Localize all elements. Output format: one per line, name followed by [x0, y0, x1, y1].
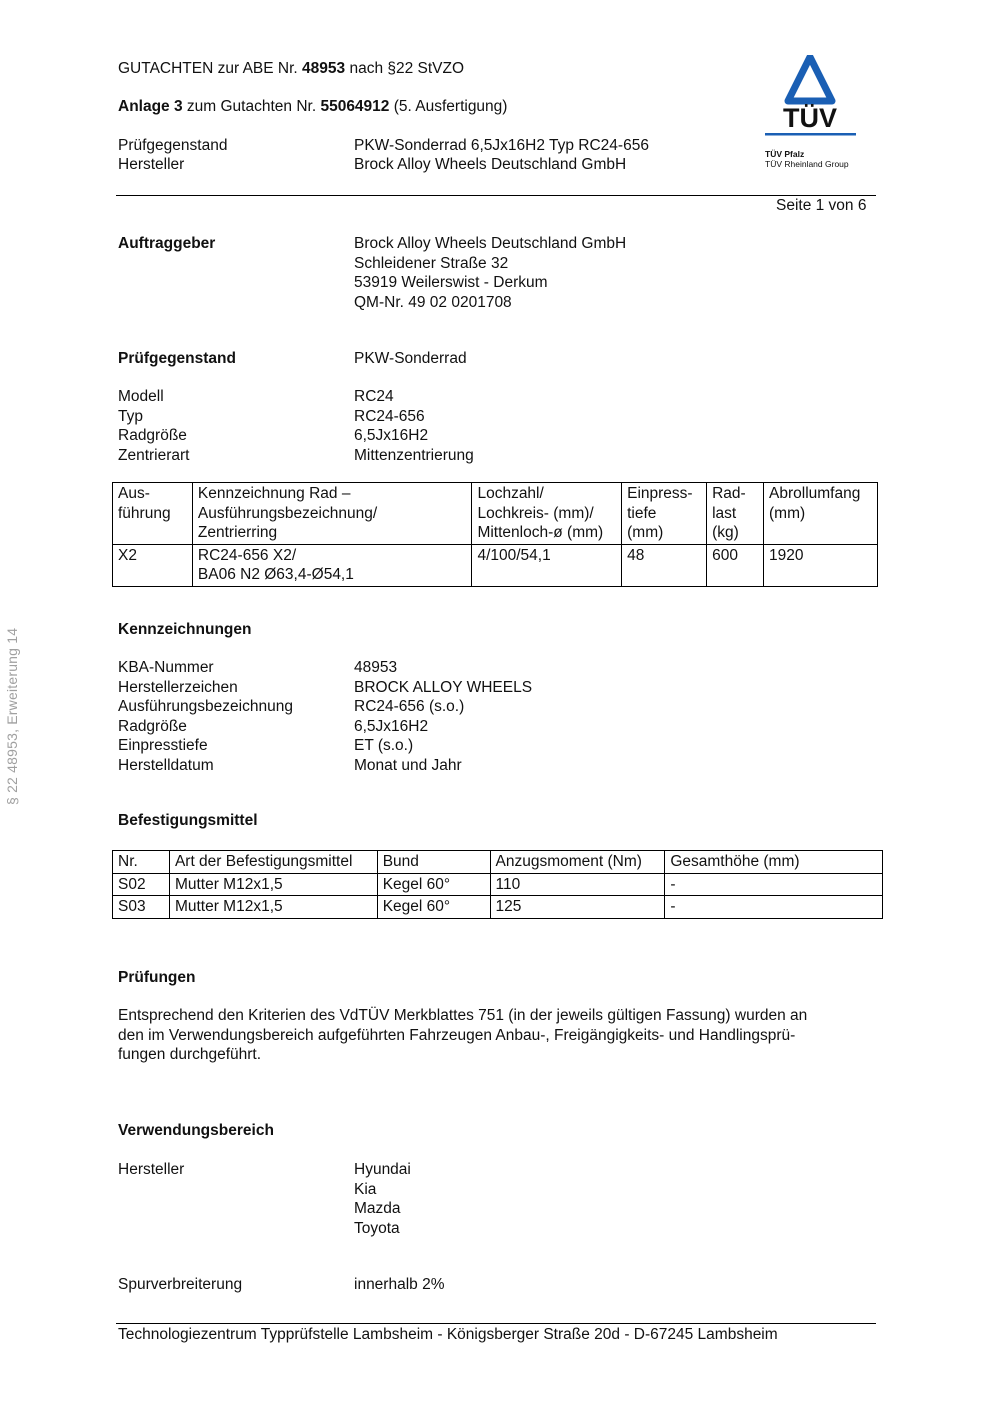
- logo-brand: TÜV: [783, 103, 837, 133]
- table-cell: 110: [490, 873, 665, 896]
- logo-sub2: TÜV Rheinland Group: [765, 159, 849, 169]
- table-cell: 1920: [764, 544, 878, 586]
- fastener-table: [112, 850, 883, 919]
- header-subject-value: PKW-Sonderrad 6,5Jx16H2 Typ RC24-656: [354, 137, 649, 154]
- table-row: [113, 873, 883, 896]
- track-widening-label: Spurverbreiterung: [118, 1276, 243, 1293]
- table-cell: 125: [490, 896, 665, 919]
- header-cell: Anzugsmoment (Nm): [490, 851, 665, 874]
- header-cell: Kennzeichnung Rad – Ausführungsbezeichnung/ Zentrierring: [192, 483, 472, 545]
- list-item: Toyota: [354, 1219, 400, 1237]
- subject-keys: Modell Typ Radgröße Zentrierart: [118, 388, 190, 464]
- table-cell: -: [665, 896, 883, 919]
- wheel-table-header: [113, 483, 878, 545]
- markings-keys: KBA-Nummer Herstellerzeichen Ausführungsbezeichnung Radgröße Einpresstiefe Herstelldatum: [118, 659, 293, 774]
- scope-manufacturer-list: [354, 1160, 411, 1238]
- header-divider: [116, 195, 876, 196]
- header-cell: Einpress- tiefe (mm): [622, 483, 707, 545]
- table-cell: RC24-656 X2/ BA06 N2 Ø63,4-Ø54,1: [192, 544, 472, 586]
- header-cell: Nr.: [113, 851, 170, 874]
- subject-heading: Prüfgegenstand: [118, 350, 236, 367]
- list-item: Kia: [354, 1180, 377, 1198]
- footer-divider: [116, 1323, 876, 1324]
- fastener-heading: Befestigungsmittel: [118, 812, 258, 829]
- track-widening-value: innerhalb 2%: [354, 1276, 445, 1293]
- subject-value: PKW-Sonderrad: [354, 350, 467, 367]
- page-number: Seite 1 von 6: [776, 197, 867, 214]
- table-cell: S03: [113, 896, 170, 919]
- header-cell: Rad- last (kg): [707, 483, 764, 545]
- table-cell: 600: [707, 544, 764, 586]
- table-cell: -: [665, 873, 883, 896]
- sidebar-reference: § 22 48953, Erweiterung 14: [4, 627, 20, 805]
- client-address: Brock Alloy Wheels Deutschland GmbH Schleidener Straße 32 53919 Weilerswist - Derkum QM-Nr. 49 02 0201708: [354, 235, 627, 311]
- report-title: GUTACHTEN zur ABE Nr. 48953 nach §22 StVZO: [118, 60, 465, 77]
- table-cell: 4/100/54,1: [472, 544, 622, 586]
- header-manufacturer-value: Brock Alloy Wheels Deutschland GmbH: [354, 156, 627, 173]
- logo-sub1: TÜV Pfalz: [765, 149, 805, 159]
- table-cell: Mutter M12x1,5: [169, 896, 377, 919]
- footer-address: Technologiezentrum Typprüfstelle Lambsheim - Königsberger Straße 20d - D-67245 Lambsheim: [118, 1326, 778, 1343]
- header-cell: Abrollumfang (mm): [764, 483, 878, 545]
- annex-line: Anlage 3 zum Gutachten Nr. 55064912 (5. Ausfertigung): [118, 98, 508, 115]
- client-heading: Auftraggeber: [118, 235, 216, 252]
- header-subject-label: Prüfgegenstand: [118, 137, 228, 154]
- table-row: [113, 896, 883, 919]
- scope-manufacturer-label: Hersteller: [118, 1161, 185, 1178]
- subject-values: RC24 RC24-656 6,5Jx16H2 Mittenzentrierung: [354, 388, 474, 464]
- tests-paragraph: Entsprechend den Kriterien des VdTÜV Merkblattes 751 (in der jeweils gültigen Fassung) wurden an den im Verwendungsbereich aufgeführten Fahrzeugen Anbau-, Freigängigkeits- und Handlingsprü- fungen durchgeführt.: [118, 1007, 808, 1063]
- table-cell: X2: [113, 544, 193, 586]
- table-row: [113, 544, 878, 586]
- markings-values: 48953 BROCK ALLOY WHEELS RC24-656 (s.o.) 6,5Jx16H2 ET (s.o.) Monat und Jahr: [354, 659, 533, 774]
- list-item: Mazda: [354, 1200, 401, 1217]
- table-cell: Mutter M12x1,5: [169, 873, 377, 896]
- table-cell: Kegel 60°: [377, 896, 490, 919]
- header-cell: Lochzahl/ Lochkreis- (mm)/ Mittenloch-ø (mm): [472, 483, 622, 545]
- table-cell: Kegel 60°: [377, 873, 490, 896]
- scope-heading: Verwendungsbereich: [118, 1122, 274, 1139]
- list-item: Hyundai: [354, 1161, 411, 1178]
- header-cell: Bund: [377, 851, 490, 874]
- header-cell: Art der Befestigungsmittel: [169, 851, 377, 874]
- markings-heading: Kennzeichnungen: [118, 621, 252, 638]
- header-cell: Gesamthöhe (mm): [665, 851, 883, 874]
- tests-heading: Prüfungen: [118, 969, 196, 986]
- tuv-logo: [762, 55, 858, 175]
- header-manufacturer-label: Hersteller: [118, 156, 185, 173]
- table-cell: 48: [622, 544, 707, 586]
- tuv-triangle-icon: [762, 55, 858, 175]
- fastener-table-header: [113, 851, 883, 874]
- header-cell: Aus- führung: [113, 483, 193, 545]
- wheel-table: [112, 482, 878, 587]
- table-cell: S02: [113, 873, 170, 896]
